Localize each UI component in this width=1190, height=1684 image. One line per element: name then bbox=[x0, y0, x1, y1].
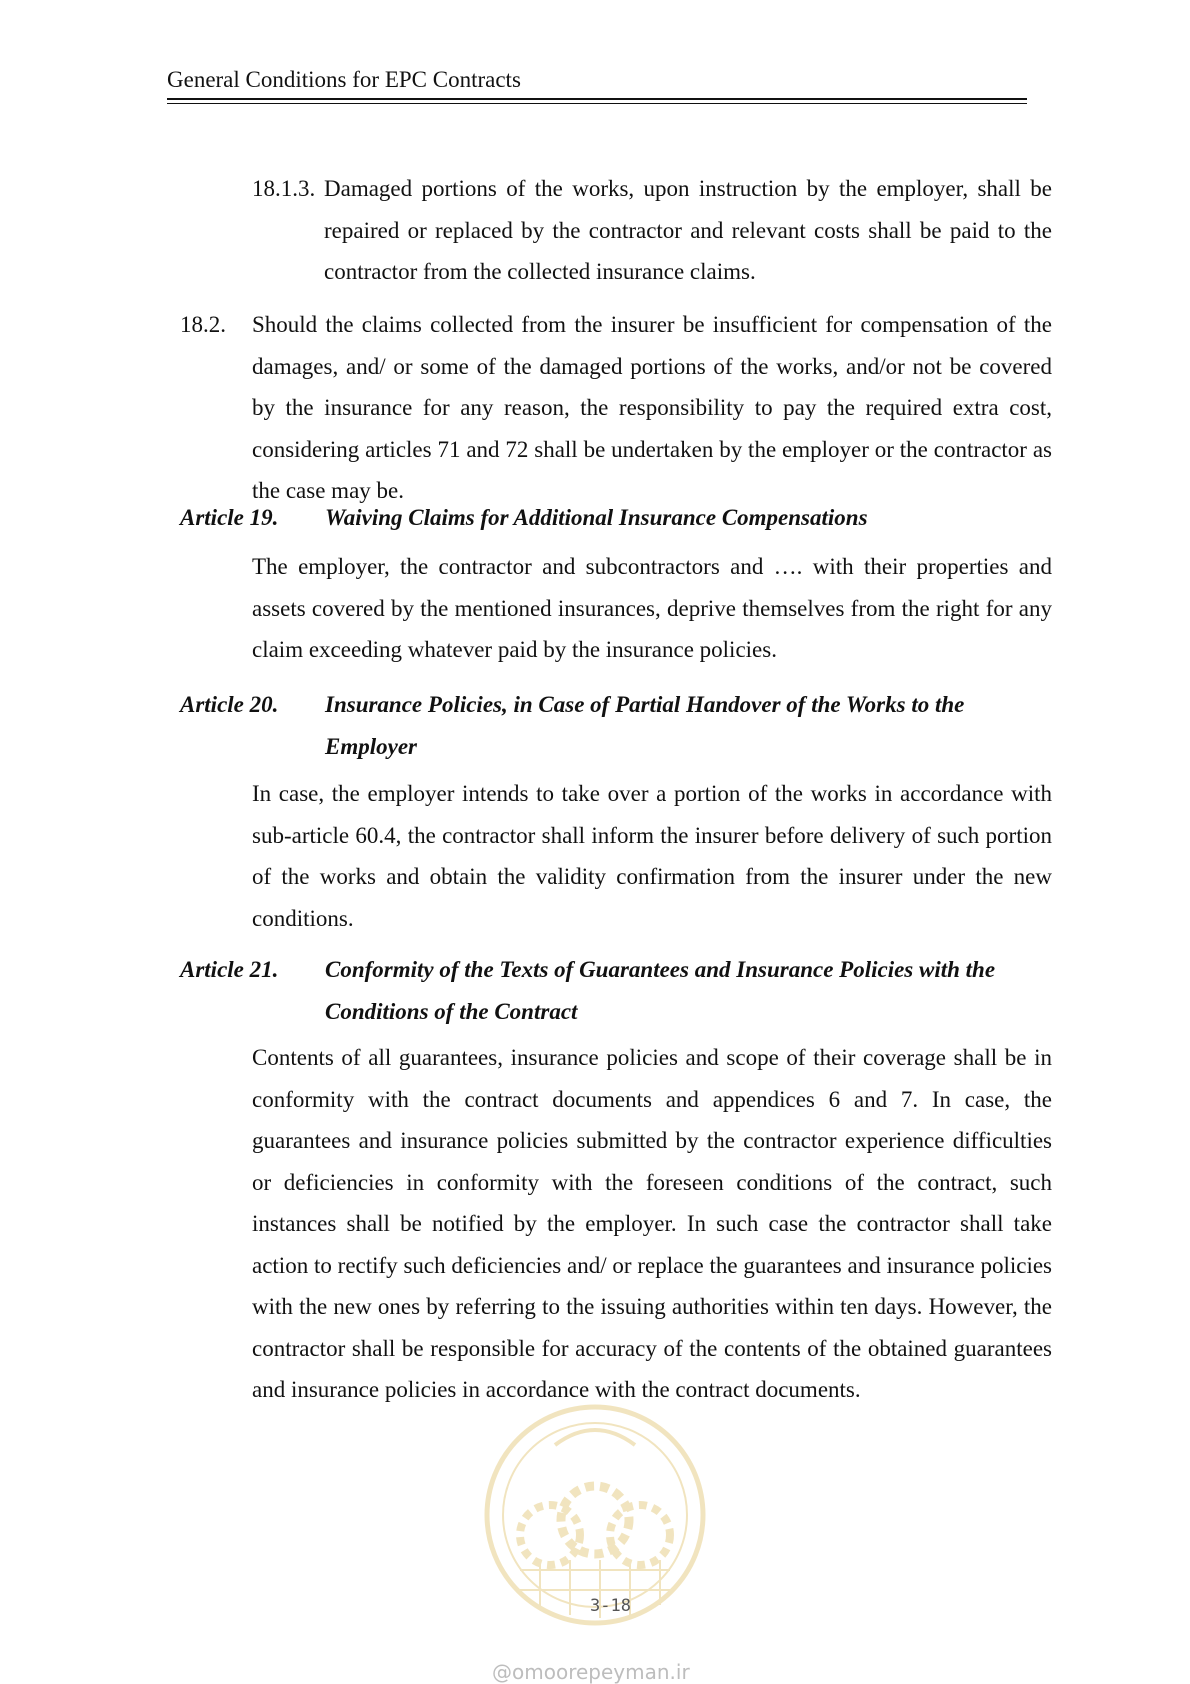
watermark-site: @omoorepeyman.ir bbox=[492, 1660, 690, 1684]
header-divider bbox=[167, 98, 1027, 104]
section-number: 18.2. bbox=[180, 312, 226, 337]
article-label: Article 20. bbox=[180, 692, 279, 717]
article-20-heading bbox=[180, 684, 980, 767]
article-title: Insurance Policies, in Case of Partial Handover of the Works to the Employer bbox=[325, 692, 965, 759]
article-title: Waiving Claims for Additional Insurance Compensations bbox=[325, 505, 868, 530]
section-number: 18.1.3. bbox=[252, 176, 316, 201]
article-21-heading bbox=[180, 949, 1060, 1032]
article-19-heading bbox=[180, 497, 1060, 539]
section-18-1-3 bbox=[252, 168, 1052, 293]
article-label: Article 19. bbox=[180, 505, 279, 530]
page-number: 3-18 bbox=[590, 1596, 631, 1616]
section-text: Should the claims collected from the insurer be insufficient for compensation of the damages, and/ or some of the damaged portions of the works, and/or not be covered by the insurance for any reason, the responsibility to pay the required extra cost, considering articles 71 and 72 shall be undertaken by the employer or the contractor as the case may be. bbox=[252, 312, 1052, 503]
article-21-body: Contents of all guarantees, insurance policies and scope of their coverage shall be in conformity with the contract documents and appendices 6 and 7. In case, the guarantees and insurance policies submitted by the contractor experience difficulties or deficiencies in conformity with the foreseen conditions of the contract, such instances shall be notified by the employer. In such case the contractor shall take action to rectify such deficiencies and/ or replace the guarantees and insurance policies with the new ones by referring to the issuing authorities within ten days. However, the contractor shall be responsible for accuracy of the contents of the obtained guarantees and insurance policies in accordance with the contract documents. bbox=[252, 1045, 1052, 1402]
section-text: Damaged portions of the works, upon instruction by the employer, shall be repaired or replaced by the contractor and relevant costs shall be paid to the contractor from the collected insurance claims. bbox=[324, 176, 1052, 284]
article-20-body: In case, the employer intends to take over a portion of the works in accordance with sub-article 60.4, the contractor shall inform the insurer before delivery of such portion of the works and obtain the validity confirmation from the insurer under the new conditions. bbox=[252, 781, 1052, 931]
article-title: Conformity of the Texts of Guarantees and Insurance Policies with the Conditions of the Contract bbox=[325, 957, 996, 1024]
section-18-2 bbox=[180, 304, 1052, 512]
article-label: Article 21. bbox=[180, 957, 279, 982]
article-19-body: The employer, the contractor and subcontractors and …. with their properties and assets covered by the mentioned insurances, deprive themselves from the right for any claim exceeding whatever paid by the insurance policies. bbox=[252, 554, 1052, 662]
page-header-title: General Conditions for EPC Contracts bbox=[167, 67, 521, 92]
